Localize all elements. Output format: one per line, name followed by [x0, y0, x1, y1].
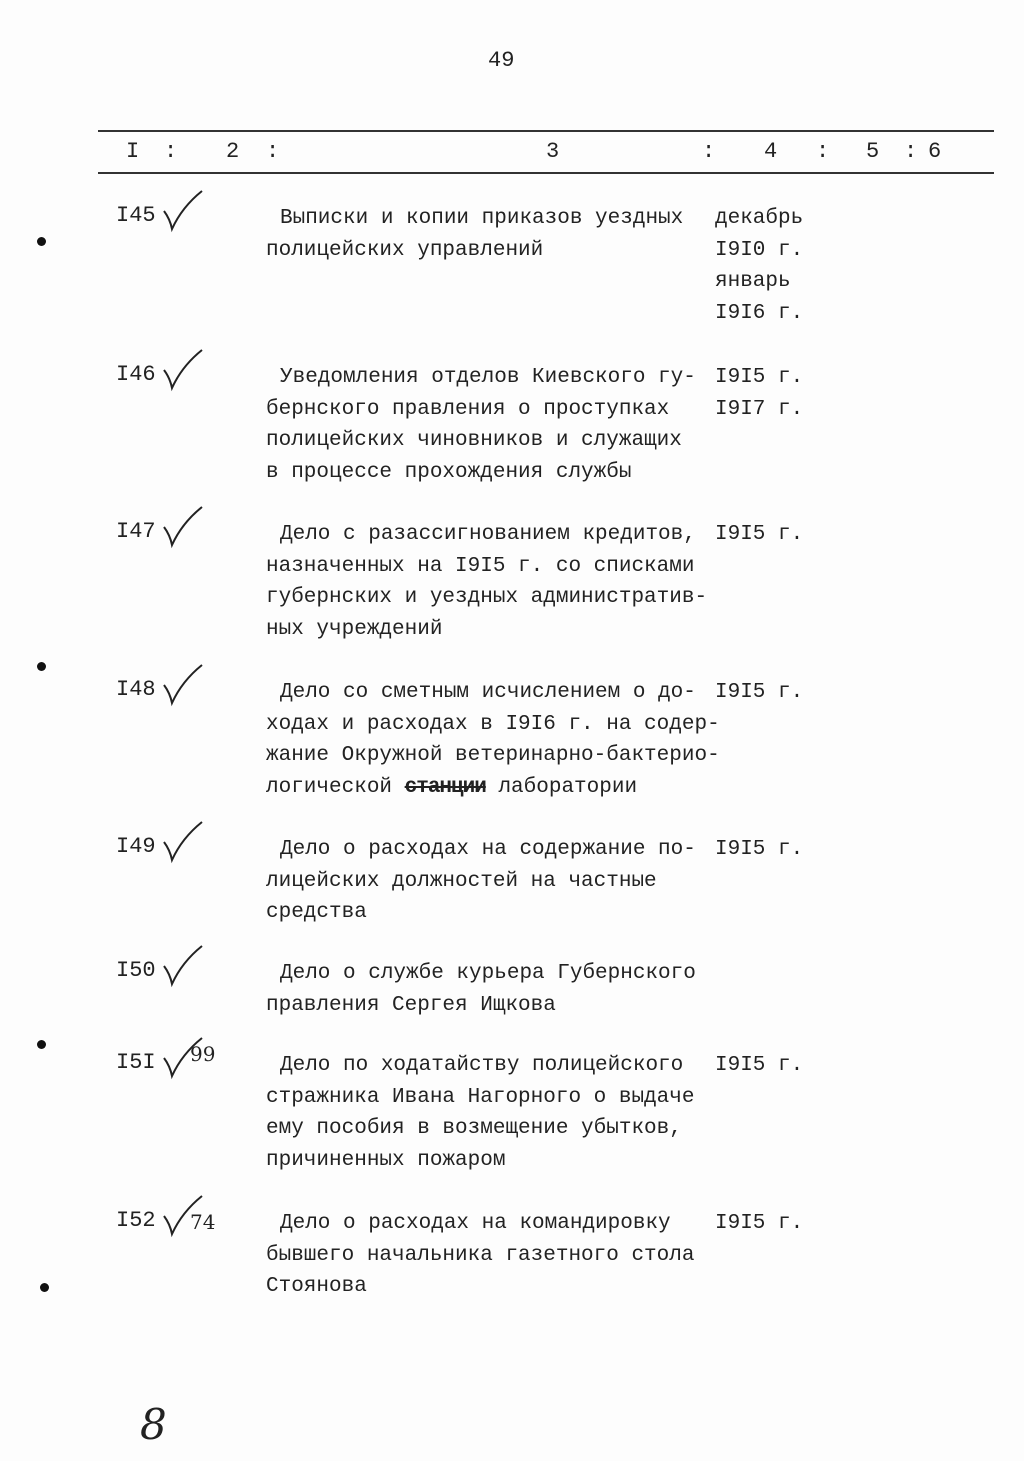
date-line: I9I5 г.	[715, 366, 804, 389]
text-fragment: логической	[266, 775, 405, 799]
description-line: правления Сергея Ищкова	[266, 993, 556, 1017]
date-line: I9I0 г.	[715, 238, 804, 262]
date-line: I9I5 г.	[715, 1212, 804, 1235]
description-line	[266, 772, 720, 804]
handwritten-sheet-number: 8	[140, 1400, 167, 1449]
date-line: декабрь	[715, 207, 804, 230]
handwritten-mark: 74	[190, 1210, 216, 1234]
punch-hole	[37, 237, 46, 246]
header-top-rule	[98, 130, 994, 132]
entry-number: I45	[116, 203, 156, 228]
col-separator: :	[164, 139, 178, 164]
description-line: жание Окружной ветеринарно-бактерио-	[266, 744, 720, 767]
punch-hole	[37, 662, 46, 671]
date-line: I9I5 г.	[715, 523, 804, 546]
col-5-header: 5	[866, 139, 880, 164]
col-separator: :	[904, 139, 918, 164]
description-line: Стоянова	[266, 1275, 367, 1298]
entry-description	[266, 519, 707, 645]
page-number: 49	[488, 48, 515, 73]
col-2-header: 2	[226, 139, 240, 164]
col-3-header: 3	[546, 139, 560, 164]
date-line: I9I6 г.	[715, 301, 804, 325]
date-line: I9I5 г.	[715, 1054, 804, 1077]
entry-number: I49	[116, 834, 156, 859]
entry-number: I52	[116, 1208, 156, 1233]
entry-description	[266, 834, 696, 929]
checkmark-icon	[158, 348, 208, 392]
date-line: I9I7 г.	[715, 397, 804, 421]
entry-dates	[715, 834, 803, 866]
entry-description	[266, 1208, 694, 1303]
description-line: полицейских управлений	[266, 238, 544, 262]
entry-number: I46	[116, 362, 156, 387]
col-1-header: I	[126, 139, 140, 164]
entry-dates	[715, 362, 803, 425]
description-line: Дело по ходатайству полицейского	[280, 1054, 684, 1077]
col-4-header: 4	[764, 139, 778, 164]
description-line: назначенных на I9I5 г. со списками	[266, 554, 695, 578]
struck-out-word: станции	[404, 775, 486, 799]
description-line: Дело о расходах на содержание по-	[280, 838, 696, 861]
description-line: лицейских должностей на частные	[266, 869, 657, 893]
header-bottom-rule	[98, 172, 994, 174]
entry-number: I48	[116, 677, 156, 702]
checkmark-icon	[158, 505, 208, 549]
entry-dates	[715, 519, 803, 551]
checkmark-icon	[158, 189, 208, 233]
description-line: ходах и расходах в I9I6 г. на содер-	[266, 712, 720, 736]
entry-description	[266, 1050, 694, 1176]
date-line: январь	[715, 270, 791, 293]
col-separator: :	[266, 139, 280, 164]
description-line: бернского правления о проступках	[266, 397, 670, 421]
date-line: I9I5 г.	[715, 681, 804, 704]
entry-number: I47	[116, 519, 156, 544]
description-line: Дело с разассигнованием кредитов,	[280, 523, 696, 546]
description-line: Дело о расходах на командировку	[280, 1212, 671, 1235]
date-line: I9I5 г.	[715, 838, 804, 861]
entry-number: I5I	[116, 1050, 156, 1075]
description-line: Дело о службе курьера Губернского	[280, 962, 696, 985]
col-separator: :	[816, 139, 830, 164]
description-line: полицейских чиновников и служащих	[266, 429, 682, 452]
entry-description	[266, 203, 683, 266]
punch-hole	[40, 1283, 49, 1292]
entry-dates	[715, 677, 803, 709]
checkmark-icon	[158, 663, 208, 707]
description-line: бывшего начальника газетного стола	[266, 1243, 695, 1267]
entry-description	[266, 362, 696, 488]
description-line: ему пособия в возмещение убытков,	[266, 1117, 682, 1140]
entry-dates	[715, 203, 803, 329]
description-line: стражника Ивана Нагорного о выдаче	[266, 1085, 695, 1109]
description-line: ных учреждений	[266, 617, 443, 641]
description-line: губернских и уездных административ-	[266, 586, 708, 609]
description-line: причиненных пожаром	[266, 1148, 506, 1172]
checkmark-icon	[158, 820, 208, 864]
checkmark-icon	[158, 944, 208, 988]
description-line: Выписки и копии приказов уездных	[280, 207, 684, 230]
handwritten-mark: 99	[190, 1042, 216, 1066]
entry-description	[266, 677, 720, 803]
description-line: в процессе прохождения службы	[266, 460, 632, 484]
description-line: Уведомления отделов Киевского гу-	[280, 366, 696, 389]
col-separator: :	[702, 139, 716, 164]
entry-dates	[715, 1050, 803, 1082]
entry-dates	[715, 1208, 803, 1240]
punch-hole	[37, 1040, 46, 1049]
entry-number: I50	[116, 958, 156, 983]
description-line: средства	[266, 901, 367, 924]
text-fragment: лаборатории	[485, 775, 638, 799]
description-line: Дело со сметным исчислением о до-	[280, 681, 696, 704]
col-6-header: 6	[928, 139, 942, 164]
entry-description	[266, 958, 696, 1021]
